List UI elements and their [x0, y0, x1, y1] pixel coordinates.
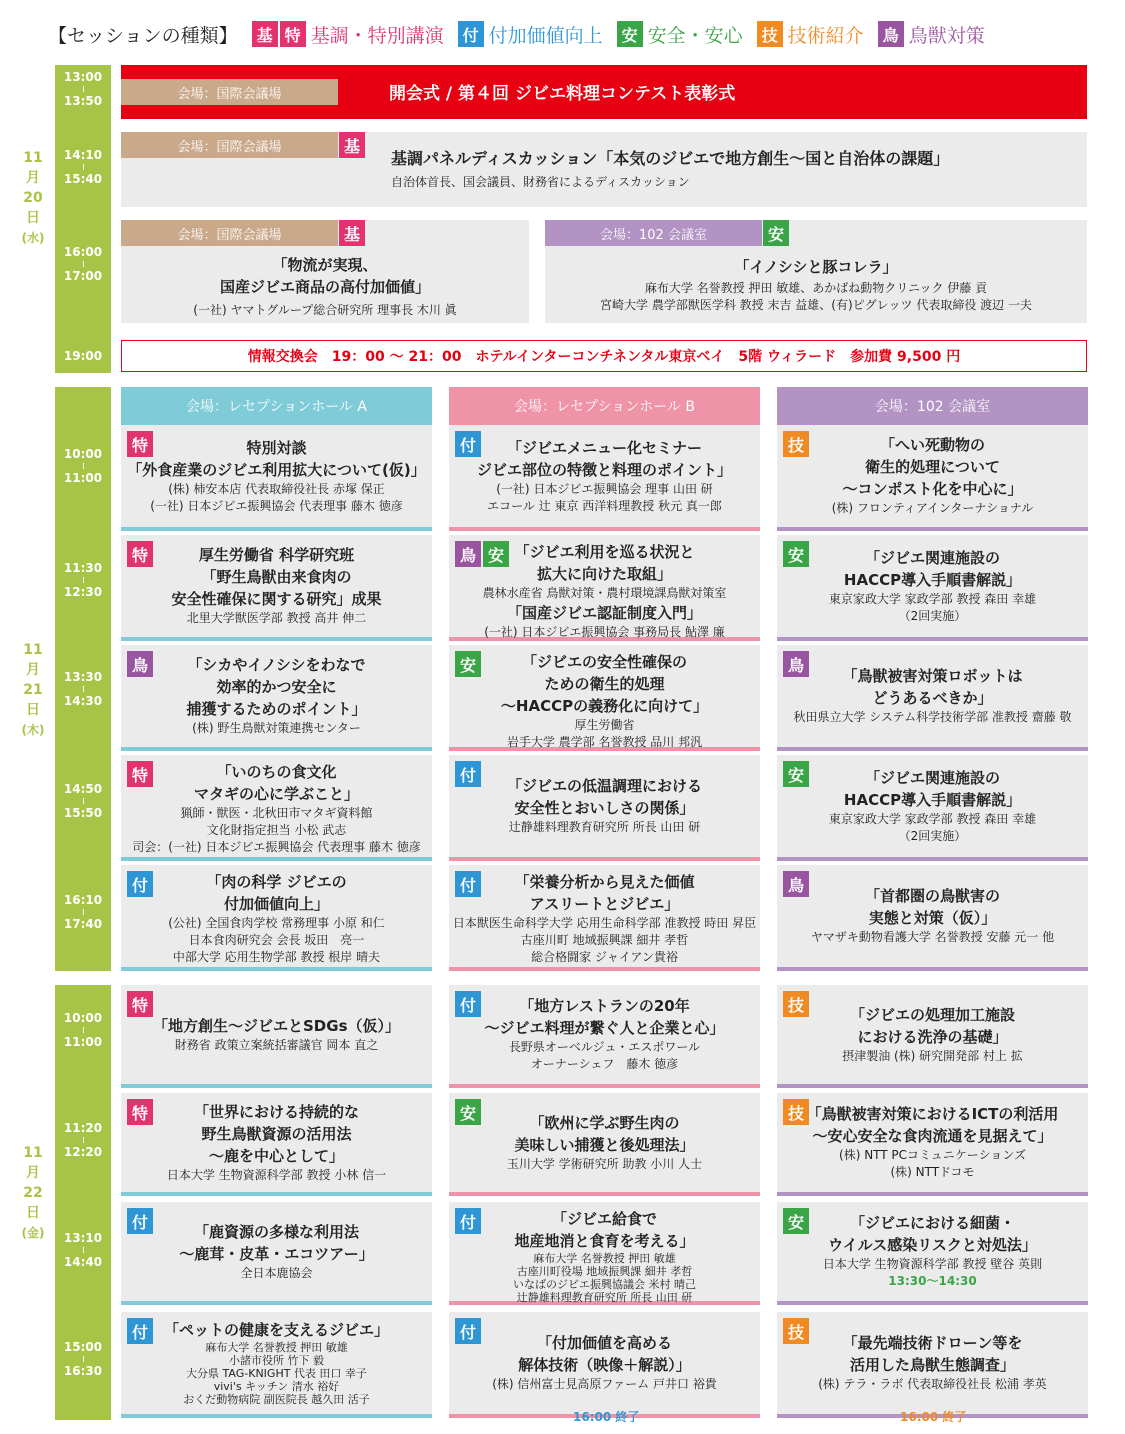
- session-card: [449, 1312, 760, 1418]
- legend-badge-an: 安: [617, 21, 643, 47]
- badge-special: 特: [127, 1099, 153, 1125]
- session-speaker: 厚生労働省: [574, 718, 635, 732]
- session-title: 〜鹿茸・皮革・エコツアー」: [179, 1245, 374, 1263]
- end-note-hall-b: 16:00 終了: [573, 1410, 640, 1424]
- session-card: [777, 645, 1088, 751]
- session-title: 「ジビエ関連施設の: [864, 769, 1000, 787]
- session-speaker: 秋田県立大学 システム科学技術学部 准教授 齋藤 敬: [793, 710, 1072, 724]
- session-title: 〜安心安全な食肉流通を見据えて」: [812, 1127, 1053, 1145]
- session-title: 「地方創生〜ジビエとSDGs（仮）」: [153, 1017, 400, 1035]
- badge-special: 特: [127, 541, 153, 567]
- session-title: 「物流が実現、: [272, 256, 378, 274]
- session-title: 〜コンポスト化を中心に」: [842, 480, 1023, 498]
- session-card: [777, 1202, 1088, 1305]
- session-card: [121, 220, 529, 323]
- session-speaker: （2回実施）: [898, 609, 967, 623]
- session-speaker: 麻布大学 名誉教授 押田 敏雄: [533, 1252, 676, 1265]
- time-slot: 19:00: [63, 349, 103, 363]
- session-speaker: 財務省 政策立案統括審議官 岡本 直之: [174, 1038, 379, 1052]
- badge-tech: 技: [783, 991, 809, 1017]
- session-card: [777, 755, 1088, 861]
- session-speaker: 玉川大学 学術研究所 助教 小川 人士: [506, 1157, 703, 1171]
- session-speaker: エコール 辻 東京 西洋料理教授 秋元 真一郎: [487, 499, 722, 513]
- session-title: 「鳥獣被害対策におけるICTの利活用: [806, 1105, 1059, 1123]
- session-speaker: 摂津製油 (株) 研究開発部 村上 拡: [842, 1049, 1023, 1063]
- session-title: 「ジビエ給食で: [551, 1210, 657, 1228]
- session-card: [449, 755, 760, 861]
- day2-date: 11 月 21 日 (木): [21, 642, 45, 737]
- badge-tech: 技: [783, 1099, 809, 1125]
- badge-value: 付: [455, 871, 481, 897]
- session-title: 安全性確保に関する研究」成果: [171, 590, 382, 608]
- venue-label: 会場：国際会議場: [121, 220, 338, 246]
- session-title: HACCP導入手順書解説」: [843, 791, 1022, 809]
- session-title: 「栄養分析から見えた価値: [514, 873, 695, 891]
- session-speaker: 古座川町役場 地域振興課 細井 孝哲: [516, 1265, 693, 1278]
- session-time-note: 13:30〜14:30: [888, 1274, 977, 1288]
- session-badges: [127, 991, 153, 1017]
- session-speaker: (公社) 全国食肉学校 常務理事 小原 和仁: [168, 916, 385, 930]
- session-speaker: 中部大学 応用生物学部 教授 根岸 晴夫: [172, 950, 381, 964]
- session-card: [121, 755, 432, 861]
- badge-safety: 安: [455, 1099, 481, 1125]
- badge-special: 特: [127, 761, 153, 787]
- session-speaker: vivi's キッチン 清水 裕好: [213, 1380, 340, 1393]
- badge-value: 付: [455, 1318, 481, 1344]
- opening-title: 開会式 / 第４回 ジビエ料理コンテスト表彰式: [389, 84, 736, 104]
- session-speaker: 大分県 TAG-KNIGHT 代表 田口 幸子: [186, 1367, 367, 1380]
- session-speaker: 辻静雄料理教育研究所 所長 山田 研: [516, 1291, 693, 1304]
- keynote-session: [121, 132, 1087, 207]
- session-card: [777, 1093, 1088, 1196]
- session-title: 「鳥獣被害対策ロボットは: [842, 667, 1023, 685]
- session-speaker: (一社) 日本ジビエ振興協会 代表理事 藤木 徳彦: [150, 499, 403, 513]
- time-slot: 16:10 17:40: [63, 893, 103, 931]
- session-speaker: 麻布大学 名誉教授 押田 敏雄: [205, 1341, 348, 1354]
- session-title: 「外食産業のジビエ利用拡大について(仮)」: [127, 461, 426, 479]
- badge-safety: 安: [763, 220, 789, 246]
- time-slot: 16:00 17:00: [63, 245, 103, 283]
- badge-value: 付: [455, 761, 481, 787]
- time-slot: 13:00 13:50: [63, 70, 103, 108]
- session-speaker: 農林水産省 鳥獣対策・農村環境課鳥獣対策室: [482, 586, 727, 600]
- legend-badge-gi: 技: [757, 21, 783, 47]
- session-speaker: 文化財指定担当 小松 武志: [206, 823, 347, 837]
- session-title: 「首都圏の鳥獣害の: [864, 887, 1000, 905]
- session-card: [777, 865, 1088, 971]
- session-title: 「ジビエの安全性確保の: [521, 653, 687, 671]
- session-card: [121, 425, 432, 531]
- badge-wildlife: 鳥: [127, 651, 153, 677]
- session-speaker: 司会：(一社) 日本ジビエ振興協会 代表理事 藤木 徳彦: [132, 840, 421, 854]
- day3-date: 11 月 22 日 (金): [21, 1145, 45, 1240]
- session-card: [449, 535, 760, 641]
- time-slot: 15:00 16:30: [63, 1340, 103, 1378]
- session-title: 衛生的処理について: [865, 458, 1000, 476]
- session-title: 「ジビエの処理加工施設: [849, 1006, 1015, 1024]
- badge-value: 付: [127, 1208, 153, 1234]
- session-title: 〜HACCPの義務化に向けて」: [500, 697, 709, 715]
- session-speaker: (株) フロンティアインターナショナル: [831, 501, 1034, 515]
- session-card: [121, 1202, 432, 1305]
- badge-safety: 安: [783, 761, 809, 787]
- badge-wildlife: 鳥: [783, 871, 809, 897]
- legend-badge-fu: 付: [458, 21, 484, 47]
- time-slot: 14:50 15:50: [63, 782, 103, 820]
- legend-badge-cho: 鳥: [878, 21, 904, 47]
- session-title: 捕獲するためのポイント」: [186, 700, 367, 718]
- time-slot: 10:00 11:00: [63, 447, 103, 485]
- session-title: 安全性とおいしさの関係」: [514, 799, 695, 817]
- session-speaker: 岩手大学 農学部 名誉教授 品川 邦汎: [506, 735, 703, 749]
- session-title: 野生鳥獣資源の活用法: [201, 1125, 352, 1143]
- session-card: [777, 1312, 1088, 1418]
- session-title: 「最先端技術ドローン等を: [842, 1334, 1023, 1352]
- session-title: 「イノシシと豚コレラ」: [734, 258, 898, 276]
- badge-tech: 技: [783, 1318, 809, 1344]
- session-title: 付加価値向上」: [223, 895, 329, 913]
- session-title: 「肉の科学 ジビエの: [206, 873, 347, 891]
- session-title: 「野生鳥獣由来食肉の: [201, 568, 352, 586]
- legend-label-tech: 技術紹介: [787, 24, 864, 47]
- session-title: 「ジビエの低温調理における: [506, 777, 702, 795]
- session-speaker: (一社) 日本ジビエ振興協会 事務局長 鮎澤 廉: [484, 625, 725, 639]
- session-speaker: おくだ動物病院 副医院長 越久田 活子: [183, 1393, 370, 1406]
- legend-badge-ki: 基: [252, 21, 278, 47]
- session-card: [449, 425, 760, 531]
- session-title: 「ジビエ利用を巡る状況と: [514, 543, 695, 561]
- session-title: 美味しい捕獲と後処理法」: [514, 1136, 695, 1154]
- day1-date: 11 月 20 日 (水): [21, 150, 45, 245]
- end-note-room-102: 16:00 終了: [900, 1410, 967, 1424]
- session-speaker: 全日本鹿協会: [240, 1266, 313, 1280]
- session-title: 「国産ジビエ認証制度入門」: [506, 604, 702, 622]
- session-speaker: (一社) 日本ジビエ振興協会 理事 山田 研: [496, 482, 713, 496]
- session-card: [121, 1312, 432, 1418]
- legend-label-wildlife: 鳥獣対策: [908, 24, 985, 47]
- session-title: 「へい死動物の: [879, 436, 985, 454]
- time-slot: 13:30 14:30: [63, 670, 103, 708]
- session-card: [121, 645, 432, 751]
- badge-safety: 安: [783, 1208, 809, 1234]
- session-speaker: (株) NTTドコモ: [890, 1165, 975, 1179]
- session-speaker: 猟師・獣医・北秋田市マタギ資料館: [180, 806, 373, 820]
- session-card: [777, 535, 1088, 641]
- legend-badge-toku: 特: [280, 21, 306, 47]
- session-title: 「いのちの食文化: [216, 763, 337, 781]
- badge-special: 特: [127, 991, 153, 1017]
- session-speaker: 辻静雄料理教育研究所 所長 山田 研: [508, 820, 701, 834]
- session-title: 「ジビエにおける細菌・: [849, 1214, 1015, 1232]
- badge-value: 付: [127, 1318, 153, 1344]
- session-title: 「鹿資源の多様な利用法: [193, 1223, 359, 1241]
- badge-safety: 安: [483, 541, 509, 567]
- day1-timeband: [55, 65, 111, 373]
- session-speaker: （2回実施）: [898, 829, 967, 843]
- badge-wildlife: 鳥: [455, 541, 481, 567]
- session-title: 「ジビエメニュー化セミナー: [506, 439, 702, 457]
- session-title: 実態と対策（仮）」: [868, 909, 997, 927]
- session-title: 「シカやイノシシをわなで: [187, 656, 366, 674]
- badge-value: 付: [455, 1208, 481, 1234]
- session-speaker: 東京家政大学 家政学部 教授 森田 幸雄: [828, 812, 1037, 826]
- badge-value: 付: [455, 991, 481, 1017]
- legend-label-safety: 安全・安心: [647, 24, 743, 47]
- session-card: [777, 985, 1088, 1088]
- badge-safety: 安: [783, 541, 809, 567]
- session-title: 「ジビエ関連施設の: [864, 549, 1000, 567]
- session-title: 厚生労働省 科学研究班: [198, 546, 355, 564]
- session-card: [449, 865, 760, 971]
- session-speaker: 古座川町 地域振興課 細井 孝哲: [520, 933, 689, 947]
- session-title: マタギの心に学ぶこと」: [193, 785, 359, 803]
- time-slot: 11:30 12:30: [63, 561, 103, 599]
- legend-label-keynote: 基調・特別講演: [310, 24, 444, 47]
- badge-keynote: 基: [339, 132, 365, 158]
- session-speaker: いなばのジビエ振興協議会 米村 晴己: [513, 1278, 696, 1291]
- time-slot: 11:20 12:20: [63, 1121, 103, 1159]
- session-speaker: (株) テラ・ラボ 代表取締役社長 松浦 孝英: [818, 1377, 1047, 1391]
- session-title: 「欧州に学ぶ野生肉の: [529, 1114, 680, 1132]
- session-title: 〜ジビエ料理が繋ぐ人と企業と心」: [484, 1019, 725, 1037]
- session-title: アスリートとジビエ」: [529, 895, 680, 913]
- session-speaker: 麻布大学 名誉教授 押田 敏雄、あかばね動物クリニック 伊藤 貢: [644, 281, 988, 295]
- session-speaker: (株) NTT PCコミュニケーションズ: [839, 1148, 1026, 1162]
- session-speaker: (株) 信州富士見高原ファーム 戸井口 裕貴: [492, 1377, 717, 1391]
- time-slot: 14:10 15:40: [63, 148, 103, 186]
- session-speaker: オーナーシェフ 藤木 徳彦: [530, 1057, 679, 1071]
- session-title: 効率的かつ安全に: [216, 678, 337, 696]
- session-card: [449, 985, 760, 1088]
- column-head-hall-b: 会場：レセプションホール B: [449, 387, 760, 425]
- session-speaker: 日本食肉研究会 会長 坂田 亮一: [188, 933, 365, 947]
- badge-wildlife: 鳥: [783, 651, 809, 677]
- session-speaker: 小諸市役所 竹下 毅: [229, 1354, 324, 1367]
- session-title: 解体技術（映像＋解説）」: [518, 1356, 691, 1374]
- session-speaker: 日本獣医生命科学大学 応用生命科学部 准教授 時田 昇臣: [452, 916, 757, 930]
- session-speaker: ヤマザキ動物看護大学 名誉教授 安藤 元一 他: [810, 930, 1055, 944]
- session-speaker: (一社) ヤマトグループ総合研究所 理事長 木川 眞: [193, 303, 457, 317]
- badge-value: 付: [127, 871, 153, 897]
- session-type-legend: [48, 20, 999, 48]
- session-speaker: 日本大学 生物資源科学部 教授 壁谷 英則: [822, 1257, 1043, 1271]
- venue-label: 会場：国際会議場: [121, 79, 338, 105]
- session-card: [121, 865, 432, 971]
- session-title: 拡大に向けた取組」: [536, 565, 672, 583]
- column-head-room-102: 会場：102 会議室: [777, 387, 1088, 425]
- session-title: ジビエ部位の特徴と料理のポイント」: [476, 461, 732, 479]
- session-card: [777, 425, 1088, 531]
- badge-tech: 技: [783, 431, 809, 457]
- session-speaker: 自治体首長、国会議員、財務省によるディスカッション: [391, 175, 690, 189]
- time-slot: 10:00 11:00: [63, 1011, 103, 1049]
- session-speaker: (株) 野生鳥獣対策連携センター: [192, 721, 361, 735]
- session-speaker: 日本大学 生物資源科学部 教授 小林 信一: [166, 1168, 387, 1182]
- session-card: [121, 985, 432, 1088]
- badge-safety: 安: [455, 651, 481, 677]
- session-card: [449, 1202, 760, 1305]
- legend-label-value: 付加価値向上: [488, 24, 603, 47]
- session-card: [121, 1093, 432, 1196]
- session-speaker: 北里大学獣医学部 教授 高井 伸二: [186, 611, 367, 625]
- venue-label: 会場：国際会議場: [121, 132, 338, 158]
- session-title: 特別対談: [246, 439, 307, 457]
- session-title: における洗浄の基礎」: [857, 1028, 1008, 1046]
- time-slot: 13:10 14:40: [63, 1231, 103, 1269]
- session-title: 地産地消と食育を考える」: [514, 1232, 695, 1250]
- badge-value: 付: [455, 431, 481, 457]
- column-head-hall-a: 会場：レセプションホール A: [121, 387, 432, 425]
- networking-reception: 情報交換会 19：00 〜 21：00 ホテルインターコンチネンタル東京ベイ 5階 ウィラード 参加費 9,500 円: [121, 340, 1087, 372]
- session-title: 「世界における持続的な: [193, 1103, 359, 1121]
- session-title: 活用した鳥獣生態調査」: [849, 1356, 1015, 1374]
- session-speaker: 東京家政大学 家政学部 教授 森田 幸雄: [828, 592, 1037, 606]
- session-card: [121, 535, 432, 641]
- venue-label: 会場：102 会議室: [545, 220, 762, 246]
- legend-heading: 【セッションの種類】: [48, 24, 238, 47]
- session-speaker: 長野県オーベルジュ・エスポワール: [508, 1040, 701, 1054]
- session-card: [449, 1093, 760, 1196]
- session-title: 「付加価値を高める: [536, 1334, 672, 1352]
- session-card: [449, 645, 760, 751]
- session-title: 国産ジビエ商品の高付加価値」: [219, 278, 430, 296]
- session-speaker: (株) 柿安本店 代表取締役社長 赤塚 保正: [168, 482, 385, 496]
- session-title: 基調パネルディスカッション「本気のジビエで地方創生〜国と自治体の課題」: [391, 149, 950, 168]
- session-title: 「ペットの健康を支えるジビエ」: [163, 1321, 389, 1339]
- session-title: 「地方レストランの20年: [519, 997, 690, 1015]
- badge-special: 特: [127, 431, 153, 457]
- session-title: どうあるべきか」: [872, 689, 993, 707]
- session-card: [545, 220, 1087, 323]
- session-speaker: 宮崎大学 農学部獣医学科 教授 末吉 益雄、(有)ピグレッツ 代表取締役 渡辺 一夫: [600, 298, 1032, 312]
- session-title: 〜鹿を中心として」: [208, 1147, 344, 1165]
- badge-keynote: 基: [339, 220, 365, 246]
- session-title: ための衛生的処理: [544, 675, 665, 693]
- session-speaker: 総合格闘家 ジャイアン貴裕: [531, 950, 678, 964]
- opening-ceremony: [121, 65, 1087, 119]
- session-title: HACCP導入手順書解説」: [843, 571, 1022, 589]
- session-title: ウイルス感染リスクと対処法」: [828, 1236, 1037, 1254]
